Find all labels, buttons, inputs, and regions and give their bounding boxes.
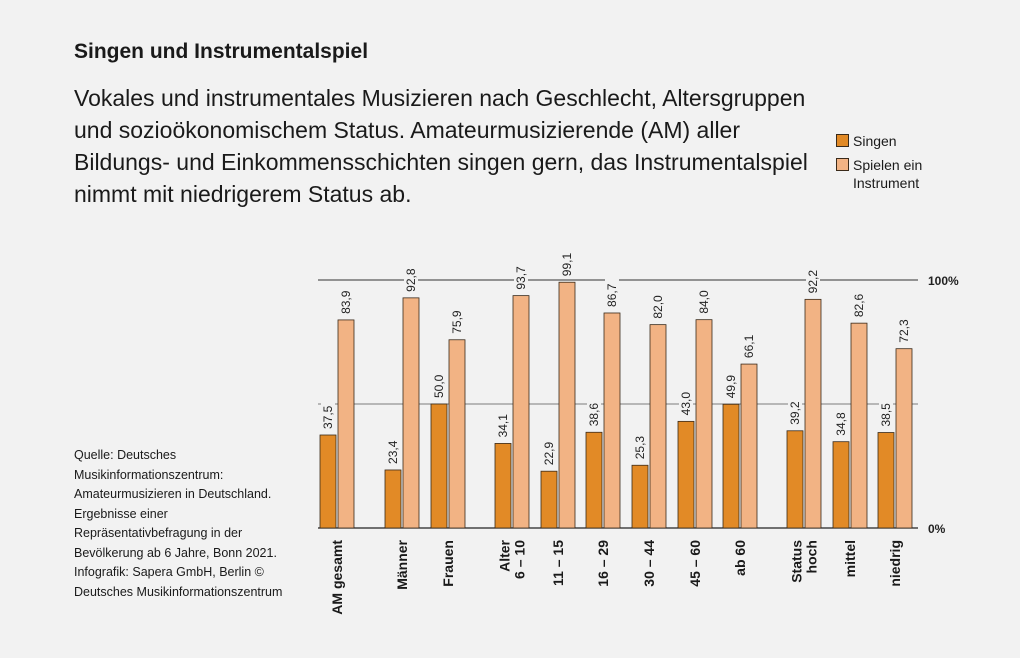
chart-heading: Singen und Instrumentalspiel [74, 40, 369, 63]
legend-label-instrument: Spielen ein Instrument [853, 157, 923, 191]
data-label-instrument: 83,9 [339, 290, 353, 314]
x-tick-label-line: mittel [842, 540, 858, 578]
data-label-singen: 34,8 [834, 412, 848, 436]
data-label-instrument: 82,6 [852, 293, 866, 318]
y-tick-label-100: 100% [928, 274, 959, 288]
x-tick-label-line: niedrig [887, 540, 903, 587]
x-tick-label [789, 540, 820, 583]
chart-description: Vokales und instrumentales Musizieren nach Geschlecht, Altersgruppen und sozioökonomischem Status. Amateurmusizierende (AM) aller Bildungs- und Einkommensschichten singen gern, das Instrumentalspiel nimmt mit niedrigerem Status ab. [74, 85, 808, 207]
bar-singen [878, 433, 894, 528]
bar-instrument [338, 320, 354, 528]
bar-singen [678, 421, 694, 528]
data-label-singen: 38,5 [879, 403, 893, 427]
bar-instrument [650, 325, 666, 528]
x-tick-label-line: Alter [496, 540, 513, 572]
legend-label-singen: Singen [853, 133, 897, 149]
x-tick-label-line: 30 – 44 [641, 540, 657, 587]
x-tick-label [550, 540, 566, 586]
x-tick-label-line: Frauen [440, 540, 456, 587]
x-tick-label [497, 539, 528, 578]
x-tick-label [641, 540, 657, 587]
data-label-singen: 22,9 [542, 441, 556, 466]
bar-singen [833, 442, 849, 528]
bar-singen [586, 432, 602, 528]
x-tick-label [440, 540, 456, 587]
data-label-instrument: 75,9 [450, 310, 464, 334]
bar-singen [632, 465, 648, 528]
x-tick-label-line: 11 – 15 [550, 540, 566, 586]
x-tick-label [842, 540, 858, 577]
bar-instrument [741, 364, 757, 528]
y-tick-label-0: 0% [928, 522, 946, 536]
data-label-instrument: 66,1 [742, 334, 756, 359]
data-label-singen: 39,2 [788, 401, 802, 425]
x-tick-label [687, 540, 703, 587]
bar-instrument [513, 296, 529, 528]
bar-singen [431, 404, 447, 528]
data-label-instrument: 82,0 [651, 295, 665, 319]
data-label-instrument: 99,1 [560, 252, 574, 277]
x-tick-label [329, 540, 345, 615]
data-label-instrument: 86,7 [605, 283, 619, 307]
data-label-singen: 34,1 [496, 414, 510, 438]
bar-singen [787, 431, 803, 528]
x-tick-label [887, 540, 903, 587]
bar-singen [320, 435, 336, 528]
x-tick-label [732, 540, 748, 576]
bar-instrument [805, 299, 821, 528]
data-label-singen: 23,4 [386, 440, 400, 464]
data-label-instrument: 72,3 [897, 319, 911, 343]
data-label-singen: 43,0 [679, 392, 693, 416]
x-tick-label [595, 540, 611, 587]
source-note: Quelle: Deutsches Musikinformationszentrum: Amateurmusizieren in Deutschland. Ergebnisse einer Repräsentativbefragung in der Bevölkerung ab 6 Jahre, Bonn 2021. Infografik: Sapera GmbH, Berlin © Deutsches Musikinformationszentrum [74, 448, 283, 599]
x-tick-label-line: AM gesamt [329, 540, 345, 615]
bar-instrument [696, 320, 712, 528]
data-label-singen: 50,0 [432, 374, 446, 398]
x-tick-label-line: hoch [803, 540, 820, 574]
x-tick-label [394, 539, 410, 589]
data-label-singen: 38,6 [587, 402, 601, 427]
x-tick-label-line: Status [788, 540, 805, 583]
data-label-instrument: 84,0 [697, 290, 711, 314]
bar-instrument [896, 349, 912, 528]
bar-singen [723, 404, 739, 528]
bar-instrument [559, 282, 575, 528]
x-tick-label-line: 6 – 10 [511, 540, 528, 579]
data-label-singen: 49,9 [724, 374, 738, 399]
data-label-singen: 25,3 [633, 435, 647, 460]
bar-instrument [851, 323, 867, 528]
x-tick-label-line: 16 – 29 [595, 540, 611, 587]
data-label-singen: 37,5 [321, 405, 335, 429]
bar-singen [385, 470, 401, 528]
bar-instrument [403, 298, 419, 528]
bar-singen [495, 443, 511, 528]
bar-singen [541, 471, 557, 528]
x-tick-label-line: 45 – 60 [687, 540, 703, 587]
x-tick-label-line: ab 60 [732, 540, 748, 576]
data-label-instrument: 93,7 [514, 266, 528, 290]
x-tick-label-line: Männer [394, 540, 410, 590]
bar-instrument [449, 340, 465, 528]
data-label-instrument: 92,2 [806, 269, 820, 294]
bar-instrument [604, 313, 620, 528]
data-label-instrument: 92,8 [404, 268, 418, 292]
